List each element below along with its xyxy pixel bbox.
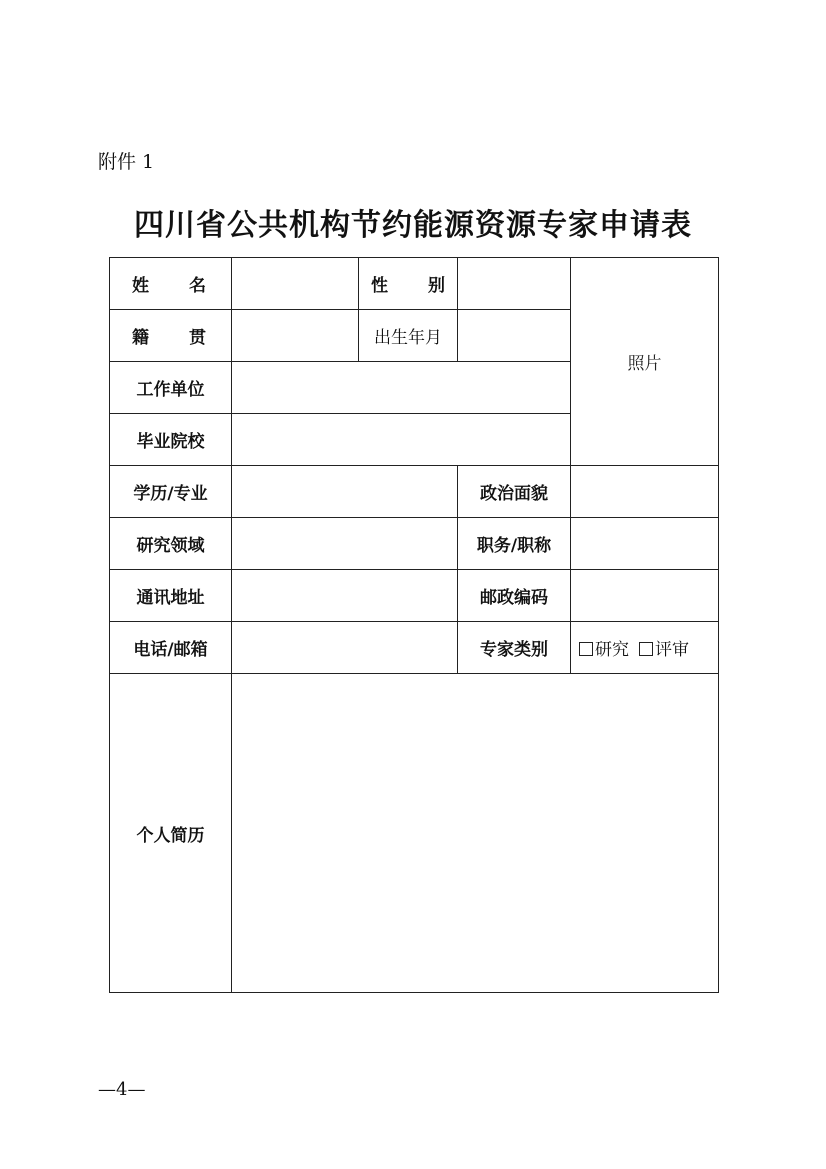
- label-birth: 出生年月: [359, 310, 458, 362]
- checkbox-review[interactable]: [639, 642, 653, 656]
- photo-box[interactable]: 照片: [571, 258, 719, 466]
- checkbox-research[interactable]: [579, 642, 593, 656]
- input-research[interactable]: [232, 518, 458, 570]
- row-name-gender: [110, 258, 719, 310]
- label-political: 政治面貌: [458, 466, 571, 518]
- row-education: [110, 466, 719, 518]
- label-name: 姓 名: [110, 258, 232, 310]
- label-resume: 个人简历: [110, 674, 232, 993]
- row-resume: [110, 674, 719, 993]
- input-address[interactable]: [232, 570, 458, 622]
- form-title: 四川省公共机构节约能源资源专家申请表: [134, 208, 692, 243]
- label-research: 研究领域: [110, 518, 232, 570]
- row-address: [110, 570, 719, 622]
- input-birth[interactable]: [458, 310, 571, 362]
- input-work-unit[interactable]: [232, 362, 571, 414]
- input-political[interactable]: [571, 466, 719, 518]
- input-contact[interactable]: [232, 622, 458, 674]
- input-resume[interactable]: [232, 674, 719, 993]
- label-contact: 电话/邮箱: [110, 622, 232, 674]
- input-education[interactable]: [232, 466, 458, 518]
- input-position[interactable]: [571, 518, 719, 570]
- row-contact: [110, 622, 719, 674]
- input-native[interactable]: [232, 310, 359, 362]
- label-category: 专家类别: [458, 622, 571, 674]
- attachment-label: 附件 1: [98, 151, 155, 173]
- row-research: [110, 518, 719, 570]
- label-education: 学历/专业: [110, 466, 232, 518]
- label-address: 通讯地址: [110, 570, 232, 622]
- input-gender[interactable]: [458, 258, 571, 310]
- label-postal: 邮政编码: [458, 570, 571, 622]
- application-form: [109, 257, 719, 993]
- input-postal[interactable]: [571, 570, 719, 622]
- label-work-unit: 工作单位: [110, 362, 232, 414]
- page-number: —4—: [98, 1079, 146, 1100]
- category-options: [571, 622, 719, 674]
- input-name[interactable]: [232, 258, 359, 310]
- label-native: 籍 贯: [110, 310, 232, 362]
- option-research[interactable]: 研究: [579, 640, 629, 660]
- label-position: 职务/职称: [458, 518, 571, 570]
- label-gender: 性 别: [359, 258, 458, 310]
- input-school[interactable]: [232, 414, 571, 466]
- label-school: 毕业院校: [110, 414, 232, 466]
- option-review[interactable]: 评审: [639, 640, 689, 660]
